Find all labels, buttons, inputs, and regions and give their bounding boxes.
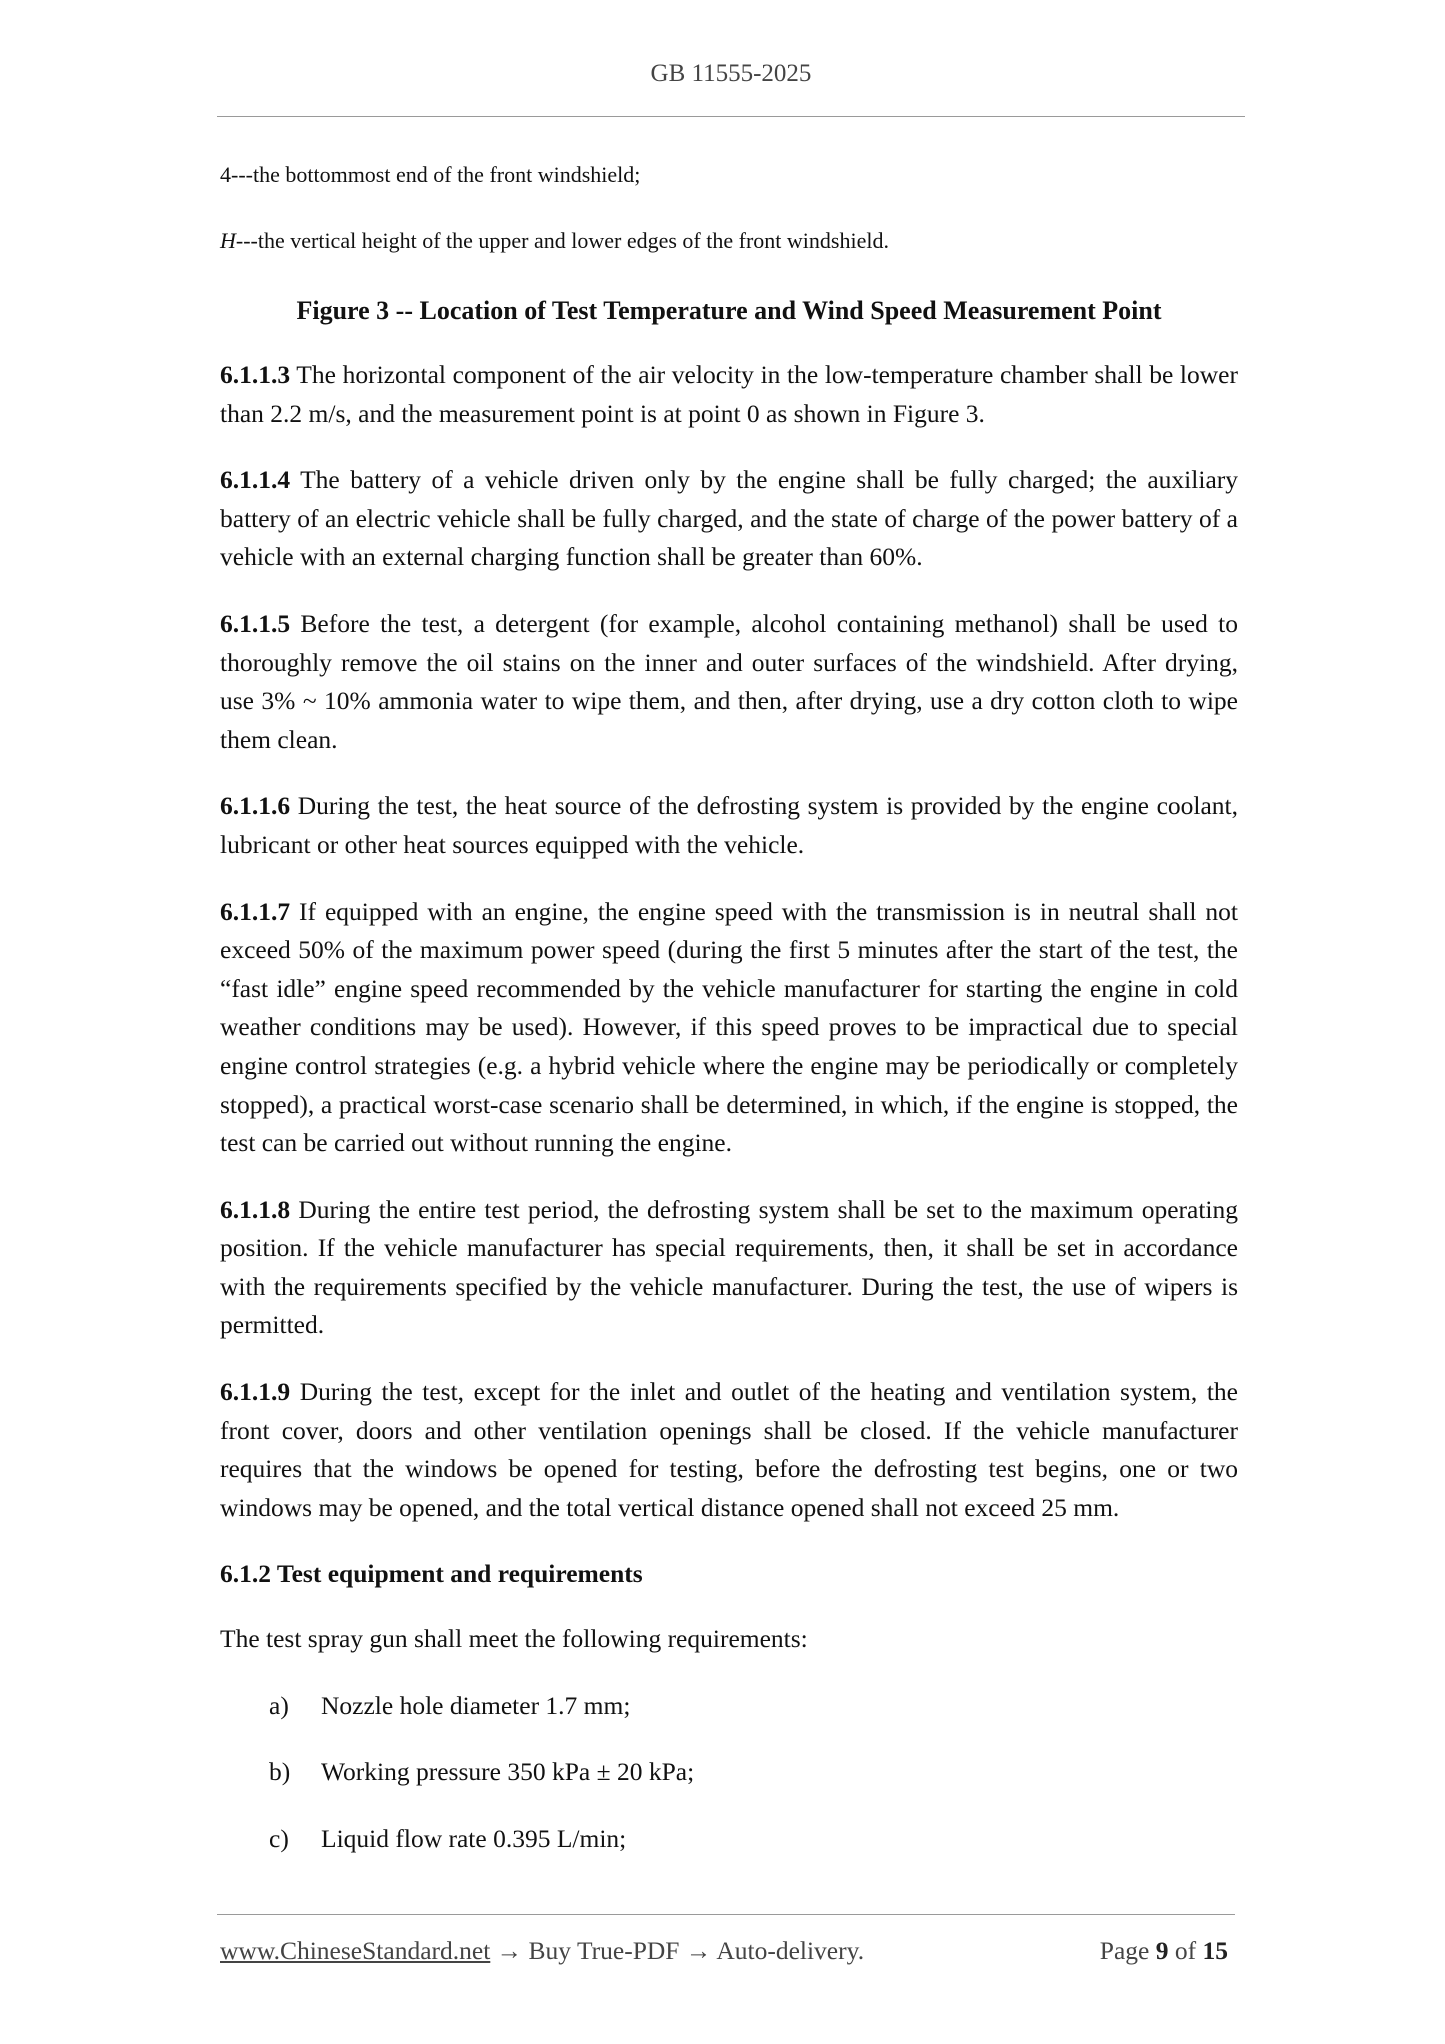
intro-text: The test spray gun shall meet the following requirements: xyxy=(220,1624,808,1654)
clause-6-1-1-9 xyxy=(220,1373,1238,1527)
clause-text: During the test, the heat source of the defrosting system is provided by the engine coolant, lubricant or other heat sources equipped with the vehicle. xyxy=(220,791,1238,859)
of-label: of xyxy=(1174,1936,1197,1965)
current-page: 9 xyxy=(1155,1936,1169,1965)
clause-6-1-1-4 xyxy=(220,461,1238,577)
clause-number: 6.1.1.7 xyxy=(220,896,291,926)
list-item xyxy=(220,1753,1238,1792)
list-marker: b) xyxy=(269,1757,291,1787)
clause-number: 6.1.1.8 xyxy=(220,1194,291,1224)
arrow-icon: → xyxy=(685,1936,712,1965)
section-heading: 6.1.2 Test equipment and requirements xyxy=(220,1559,643,1589)
clause-text: During the entire test period, the defrosting system shall be set to the maximum operating position. If the vehicle manufacturer has special requirements, then, it shall be set in accordance with the requirements specified by the vehicle manufacturer. During the test, the use of wipers is permitted. xyxy=(220,1194,1238,1340)
figure-note-text: ---the vertical height of the upper and lower edges of the front windshield. xyxy=(235,228,889,253)
figure-note-text: ---the bottommost end of the front windshield; xyxy=(231,162,641,187)
clause-6-1-1-8 xyxy=(220,1191,1238,1345)
page-label: Page xyxy=(1099,1936,1150,1965)
website-link[interactable]: www.ChineseStandard.net xyxy=(220,1936,491,1965)
clause-number: 6.1.1.9 xyxy=(220,1377,291,1407)
footer-divider xyxy=(217,1914,1235,1915)
clause-text: The battery of a vehicle driven only by the engine shall be fully charged; the auxiliary battery of an electric vehicle shall be fully charged, and the state of charge of the power battery of a vehicle with an external charging function shall be greater than 60%. xyxy=(220,465,1238,572)
list-marker: a) xyxy=(269,1690,289,1720)
figure-note-4 xyxy=(220,160,1238,190)
clause-6-1-1-3 xyxy=(220,356,1238,433)
clause-number: 6.1.1.3 xyxy=(220,360,291,389)
figure-note-mark: H xyxy=(220,228,236,253)
list-marker: c) xyxy=(269,1823,289,1853)
list-text: Nozzle hole diameter 1.7 mm; xyxy=(321,1690,631,1720)
clause-number: 6.1.1.5 xyxy=(220,608,291,638)
clause-6-1-1-7 xyxy=(220,893,1238,1163)
page-content xyxy=(220,160,1238,1886)
delivery-text: Auto-delivery. xyxy=(716,1936,865,1965)
page-footer xyxy=(220,1936,1238,1966)
list-item xyxy=(220,1820,1238,1859)
clause-number: 6.1.1.4 xyxy=(220,465,291,495)
figure-note-h xyxy=(220,226,1238,256)
page-number-indicator xyxy=(1100,1936,1228,1966)
clause-text: If equipped with an engine, the engine speed with the transmission is in neutral shall not exceed 50% of the maximum power speed (during the first 5 minutes after the start of the test, the “fast idle” engine speed recommended by the vehicle manufacturer for starting the engine in cold weather conditions may be used). However, if this speed proves to be impractical due to special engine control strategies (e.g. a hybrid vehicle where the engine may be periodically or completely stopped), a practical worst-case scenario shall be determined, in which, if the engine is stopped, the test can be carried out without running the engine. xyxy=(220,896,1238,1158)
page-header: GB 11555-2025 xyxy=(650,60,812,87)
figure-note-mark: 4 xyxy=(220,162,231,187)
clause-text: The horizontal component of the air velocity in the low-temperature chamber shall be lower than 2.2 m/s, and the measurement point is at point 0 as shown in Figure 3. xyxy=(220,360,1238,428)
header-divider xyxy=(217,116,1245,117)
arrow-icon: → xyxy=(496,1936,523,1965)
clause-6-1-1-6 xyxy=(220,787,1238,864)
list-text: Liquid flow rate 0.395 L/min; xyxy=(321,1823,627,1853)
buy-text: Buy True-PDF xyxy=(528,1936,680,1965)
clause-6-1-1-5 xyxy=(220,605,1238,759)
clause-number: 6.1.1.6 xyxy=(220,791,291,821)
total-pages: 15 xyxy=(1202,1936,1228,1965)
figure-caption: Figure 3 -- Location of Test Temperature and Wind Speed Measurement Point xyxy=(296,296,1162,325)
list-item xyxy=(220,1687,1238,1726)
list-text: Working pressure 350 kPa ± 20 kPa; xyxy=(321,1757,695,1787)
clause-text: Before the test, a detergent (for example, alcohol containing methanol) shall be used to thoroughly remove the oil stains on the inner and outer surfaces of the windshield. After drying, use 3% ~ 10% ammonia water to wipe them, and then, after drying, use a dry cotton cloth to wipe them clean. xyxy=(220,608,1238,754)
clause-text: During the test, except for the inlet and outlet of the heating and ventilation system, the front cover, doors and other ventilation openings shall be closed. If the vehicle manufacturer requires that the windows be opened for testing, before the defrosting test begins, one or two windows may be opened, and the total vertical distance opened shall not exceed 25 mm. xyxy=(220,1377,1238,1522)
